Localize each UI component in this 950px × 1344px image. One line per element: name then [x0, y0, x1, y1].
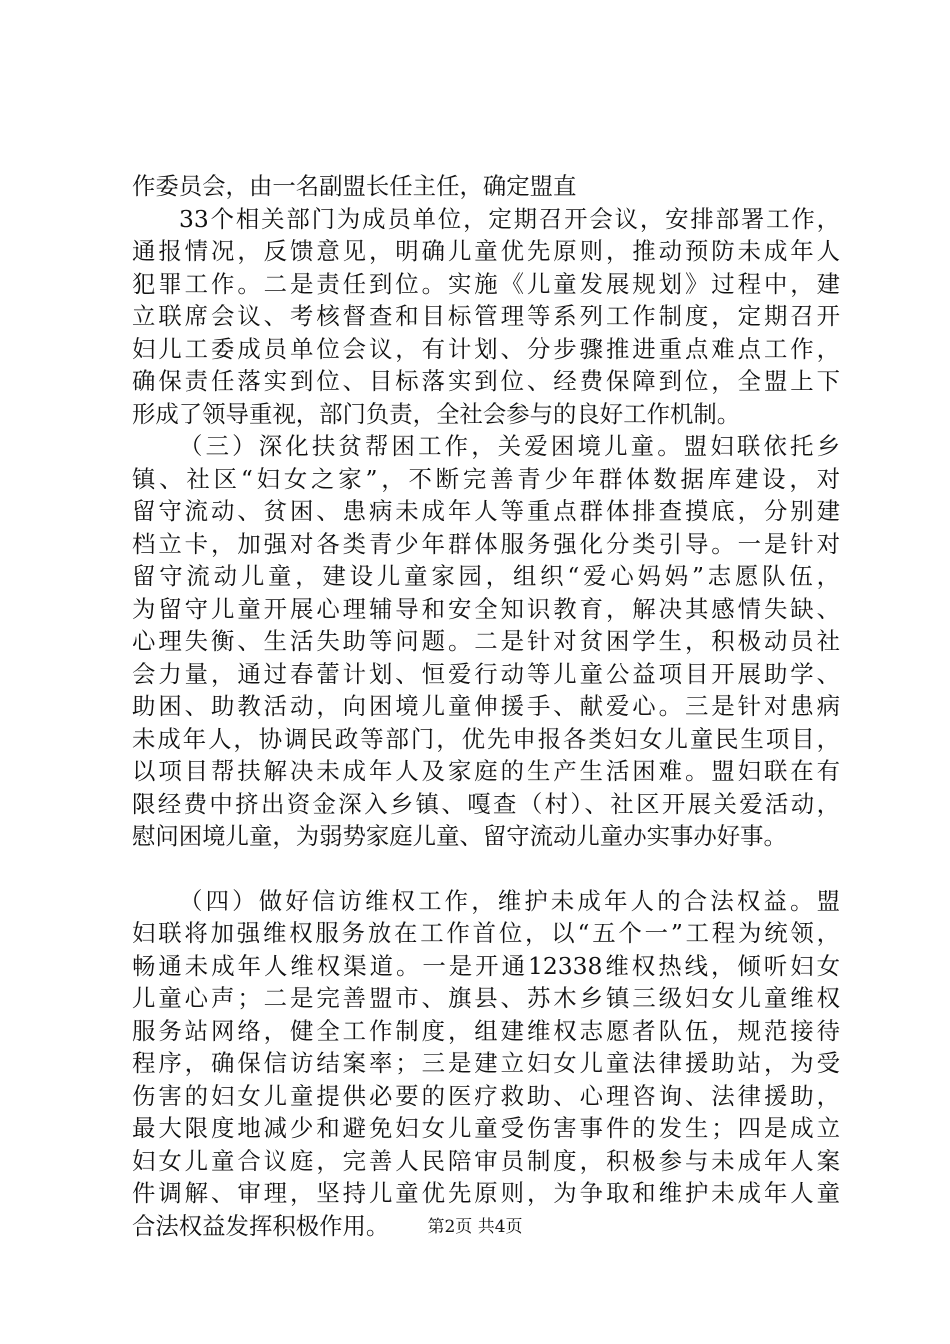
text-line: 程序，确保信访结案率；三是建立妇女儿童法律援助站，为受 [132, 1049, 840, 1077]
paragraph-start-line: （三）深化扶贫帮困工作，关爱困境儿童。盟妇联依托乡 [179, 432, 840, 460]
page-footer: 第2页 共4页 [427, 1217, 523, 1237]
text-line: 心理失衡、生活失助等问题。二是针对贫困学生，积极动员社 [132, 627, 840, 655]
text-line: 通报情况，反馈意见，明确儿童优先原则，推动预防未成年人 [132, 237, 840, 265]
paragraph-start-line: 33个相关部门为成员单位，定期召开会议，安排部署工作， [179, 204, 840, 233]
text-line: 伤害的妇女儿童提供必要的医疗救助、心理咨询、法律援助， [132, 1081, 840, 1110]
text-line: 镇、社区“妇女之家”，不断完善青少年群体数据库建设，对 [132, 464, 840, 493]
text-line: 会力量，通过春蕾计划、恒爱行动等儿童公益项目开展助学、 [132, 659, 840, 688]
text-line: 立联席会议、考核督查和目标管理等系列工作制度，定期召开 [132, 302, 840, 330]
text-line: 犯罪工作。二是责任到位。实施《儿童发展规划》过程中，建 [132, 269, 840, 298]
text-line: 作委员会，由一名副盟长任主任，确定盟直 [132, 172, 577, 200]
text-line: 妇女儿童合议庭，完善人民陪审员制度，积极参与未成年人案 [132, 1146, 840, 1175]
text-line: 件调解、审理，坚持儿童优先原则，为争取和维护未成年人童 [132, 1179, 840, 1207]
document-body [132, 170, 840, 1242]
text-line: 档立卡，加强对各类青少年群体服务强化分类引导。一是针对 [132, 529, 840, 558]
text-line: 未成年人，协调民政等部门，优先申报各类妇女儿童民生项目， [132, 724, 840, 753]
text-line: 为留守儿童开展心理辅导和安全知识教育，解决其感情失缺、 [132, 594, 840, 623]
text-line: 畅通未成年人维权渠道。一是开通12338维权热线，倾听妇女 [132, 951, 840, 980]
text-line: 妇联将加强维权服务放在工作首位，以“五个一”工程为统领， [132, 919, 840, 947]
text-line: 助困、助教活动，向困境儿童伸援手、献爱心。三是针对患病 [132, 692, 840, 720]
text-line: 以项目帮扶解决未成年人及家庭的生产生活困难。盟妇联在有 [132, 757, 840, 785]
paragraph-gap [132, 853, 840, 885]
text-line: 限经费中挤出资金深入乡镇、嘎查（村）、社区开展关爱活动， [132, 789, 840, 818]
text-line: 最大限度地减少和避免妇女儿童受伤害事件的发生；四是成立 [132, 1114, 840, 1142]
text-line: 慰问困境儿童，为弱势家庭儿童、留守流动儿童办实事办好事。 [132, 822, 787, 850]
text-line: 确保责任落实到位、目标落实到位、经费保障到位，全盟上下 [132, 367, 840, 395]
paragraph-start-line: （四）做好信访维权工作，维护未成年人的合法权益。盟 [179, 886, 840, 915]
text-line: 留守流动儿童，建设儿童家园，组织“爱心妈妈”志愿队伍， [132, 562, 840, 590]
text-line: 留守流动、贫困、患病未成年人等重点群体排查摸底，分别建 [132, 497, 840, 525]
text-line: 儿童心声；二是完善盟市、旗县、苏木乡镇三级妇女儿童维权 [132, 984, 840, 1012]
text-line: 妇儿工委成员单位会议，有计划、分步骤推进重点难点工作， [132, 334, 840, 363]
text-line: 形成了领导重视，部门负责，全社会参与的良好工作机制。 [132, 399, 741, 428]
text-line: 合法权益发挥积极作用。 [132, 1211, 390, 1240]
text-line: 服务站网络，健全工作制度，组建维权志愿者队伍，规范接待 [132, 1016, 840, 1045]
